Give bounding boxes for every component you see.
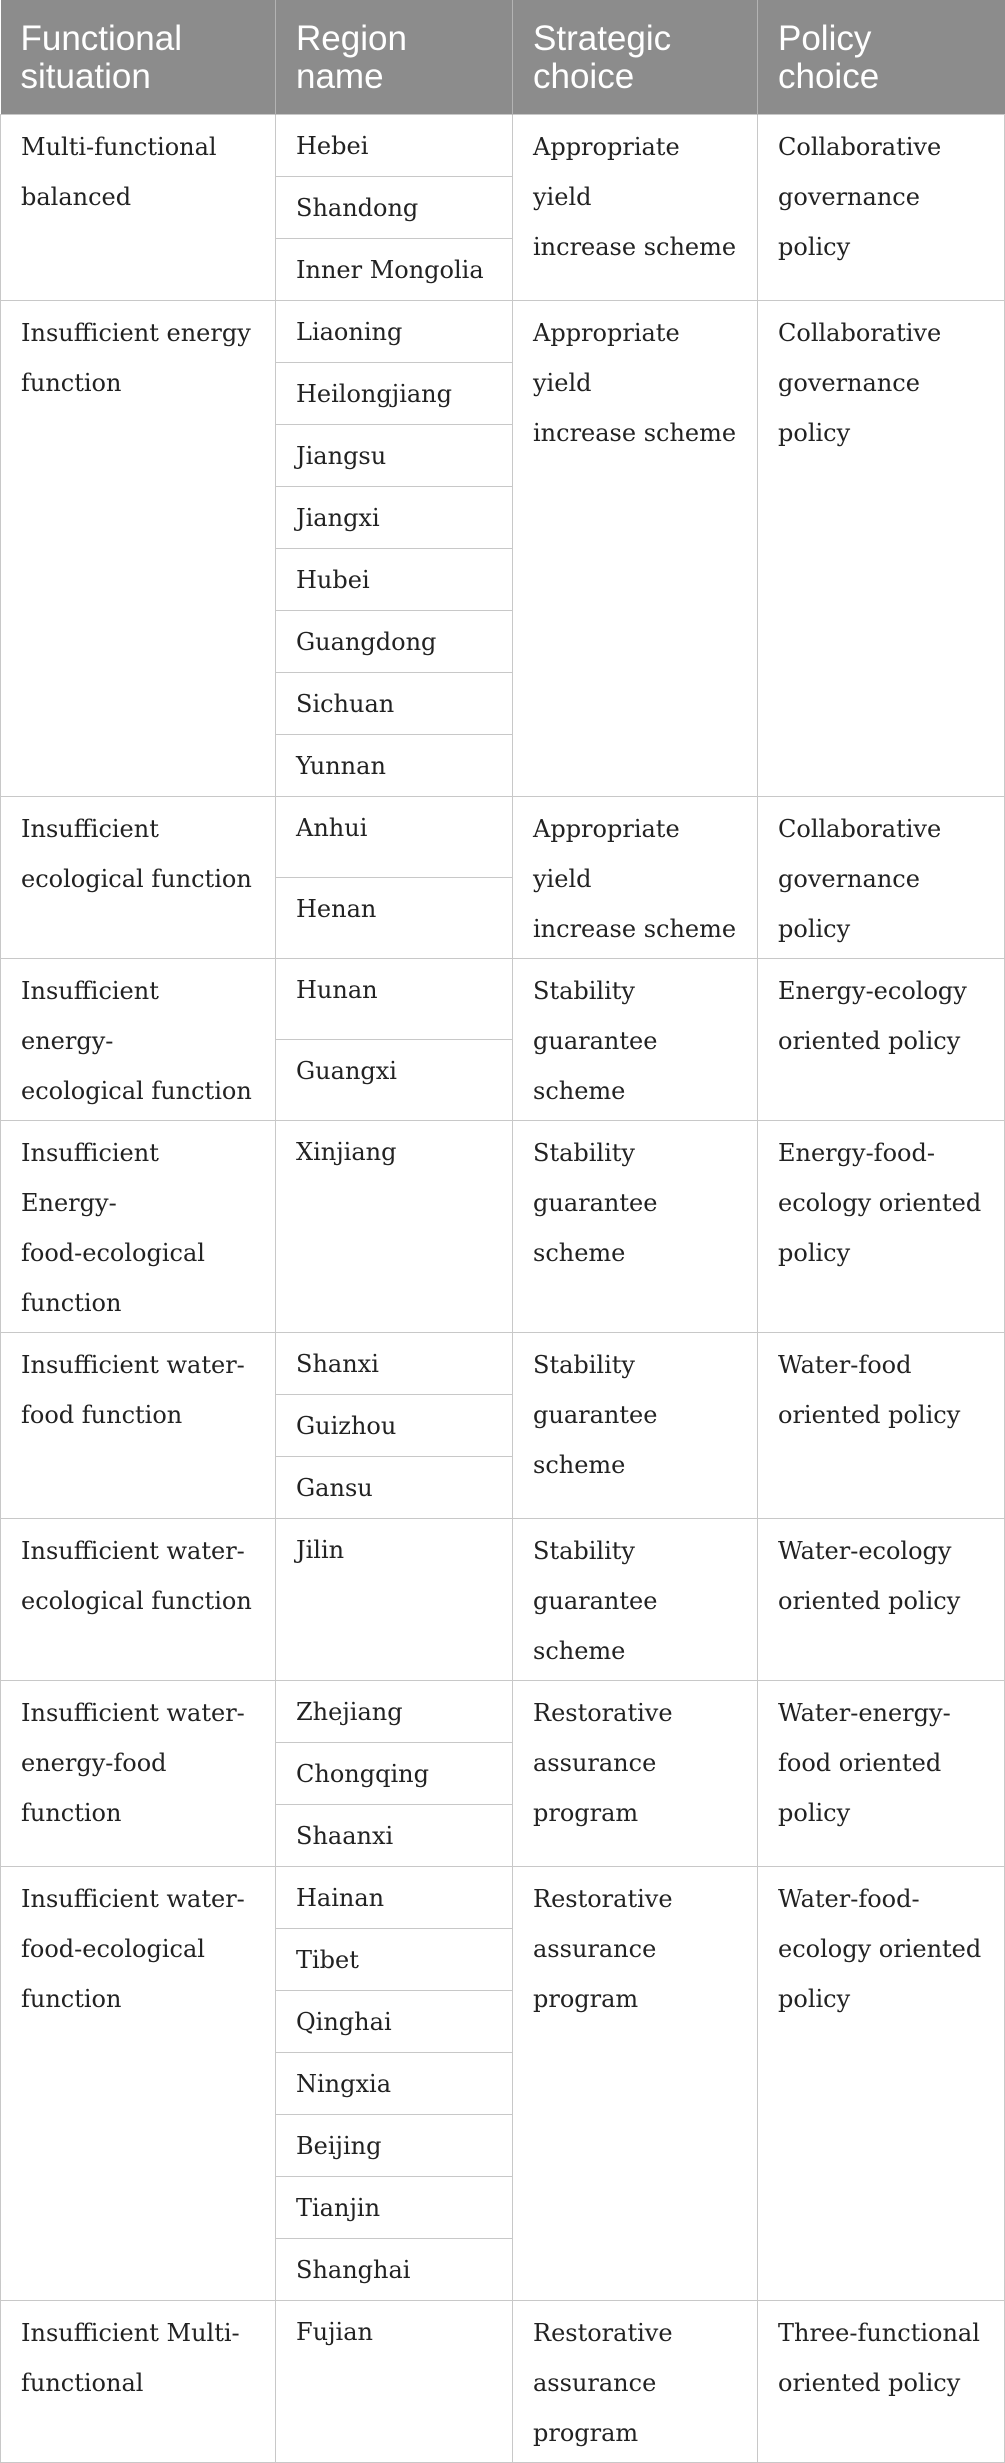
region-name-cell: Sichuan xyxy=(276,673,513,735)
region-name-cell: Zhejiang xyxy=(276,1681,513,1743)
region-name-cell: Guangxi xyxy=(276,1040,513,1121)
table-row xyxy=(1,1681,1005,1743)
policy-choice-cell: Three-functional oriented policy xyxy=(758,2301,1005,2463)
strategic-choice-cell: Appropriate yield increase scheme xyxy=(513,797,758,959)
region-name-cell: Hubei xyxy=(276,549,513,611)
region-name-cell: Liaoning xyxy=(276,301,513,363)
region-name-cell: Gansu xyxy=(276,1457,513,1519)
region-name-cell: Henan xyxy=(276,878,513,959)
region-name-cell: Beijing xyxy=(276,2115,513,2177)
region-name-cell: Shanxi xyxy=(276,1333,513,1395)
region-name-cell: Jiangxi xyxy=(276,487,513,549)
region-name-cell: Hebei xyxy=(276,115,513,177)
region-name-cell: Xinjiang xyxy=(276,1121,513,1333)
region-name-cell: Yunnan xyxy=(276,735,513,797)
region-name-cell: Shandong xyxy=(276,177,513,239)
region-name-cell: Jilin xyxy=(276,1519,513,1681)
policy-choice-cell: Water-ecology oriented policy xyxy=(758,1519,1005,1681)
functional-situation-cell: Insufficient Multi- functional xyxy=(1,2301,276,2463)
policy-choice-cell: Energy-food- ecology oriented policy xyxy=(758,1121,1005,1333)
strategic-choice-cell: Restorative assurance program xyxy=(513,1867,758,2301)
header-region-name: Region name xyxy=(276,0,513,115)
table-row xyxy=(1,1519,1005,1681)
region-name-cell: Anhui xyxy=(276,797,513,878)
strategic-choice-cell: Stability guarantee scheme xyxy=(513,1519,758,1681)
policy-choice-cell: Collaborative governance policy xyxy=(758,301,1005,797)
region-name-cell: Jiangsu xyxy=(276,425,513,487)
table-body xyxy=(1,115,1005,2463)
header-functional-situation: Functional situation xyxy=(1,0,276,115)
table-header xyxy=(1,0,1005,115)
region-name-cell: Tibet xyxy=(276,1929,513,1991)
functional-situation-cell: Insufficient water- food-ecological function xyxy=(1,1867,276,2301)
region-name-cell: Guangdong xyxy=(276,611,513,673)
policy-choice-cell: Water-food oriented policy xyxy=(758,1333,1005,1519)
functional-situation-cell: Multi-functional balanced xyxy=(1,115,276,301)
strategic-choice-cell: Stability guarantee scheme xyxy=(513,959,758,1121)
strategic-choice-cell: Stability guarantee scheme xyxy=(513,1333,758,1519)
table-row xyxy=(1,2301,1005,2463)
header-policy-choice: Policy choice xyxy=(758,0,1005,115)
table-row xyxy=(1,115,1005,177)
region-name-cell: Hainan xyxy=(276,1867,513,1929)
table-row xyxy=(1,1333,1005,1395)
functional-situation-cell: Insufficient energy- ecological function xyxy=(1,959,276,1121)
region-name-cell: Qinghai xyxy=(276,1991,513,2053)
functional-situation-cell: Insufficient water- food function xyxy=(1,1333,276,1519)
strategic-choice-cell: Appropriate yield increase scheme xyxy=(513,301,758,797)
region-name-cell: Hunan xyxy=(276,959,513,1040)
region-name-cell: Chongqing xyxy=(276,1743,513,1805)
strategic-choice-cell: Restorative assurance program xyxy=(513,2301,758,2463)
region-name-cell: Tianjin xyxy=(276,2177,513,2239)
functional-situation-cell: Insufficient water- ecological function xyxy=(1,1519,276,1681)
region-name-cell: Ningxia xyxy=(276,2053,513,2115)
policy-choice-cell: Water-food- ecology oriented policy xyxy=(758,1867,1005,2301)
policy-choice-cell: Energy-ecology oriented policy xyxy=(758,959,1005,1121)
functional-situation-cell: Insufficient water- energy-food function xyxy=(1,1681,276,1867)
policy-choice-cell: Water-energy- food oriented policy xyxy=(758,1681,1005,1867)
table-row xyxy=(1,301,1005,363)
region-name-cell: Inner Mongolia xyxy=(276,239,513,301)
region-name-cell: Shaanxi xyxy=(276,1805,513,1867)
policy-choice-cell: Collaborative governance policy xyxy=(758,797,1005,959)
functional-situation-cell: Insufficient energy function xyxy=(1,301,276,797)
region-name-cell: Heilongjiang xyxy=(276,363,513,425)
strategic-choice-cell: Stability guarantee scheme xyxy=(513,1121,758,1333)
header-row xyxy=(1,0,1005,115)
table-row xyxy=(1,959,1005,1040)
table-row xyxy=(1,1121,1005,1333)
functional-situation-cell: Insufficient ecological function xyxy=(1,797,276,959)
functional-situation-cell: Insufficient Energy- food-ecological function xyxy=(1,1121,276,1333)
strategic-choice-cell: Appropriate yield increase scheme xyxy=(513,115,758,301)
region-name-cell: Shanghai xyxy=(276,2239,513,2301)
policy-choice-cell: Collaborative governance policy xyxy=(758,115,1005,301)
table-row xyxy=(1,797,1005,878)
header-strategic-choice: Strategic choice xyxy=(513,0,758,115)
table-row xyxy=(1,1867,1005,1929)
strategic-choice-cell: Restorative assurance program xyxy=(513,1681,758,1867)
region-name-cell: Fujian xyxy=(276,2301,513,2463)
region-name-cell: Guizhou xyxy=(276,1395,513,1457)
